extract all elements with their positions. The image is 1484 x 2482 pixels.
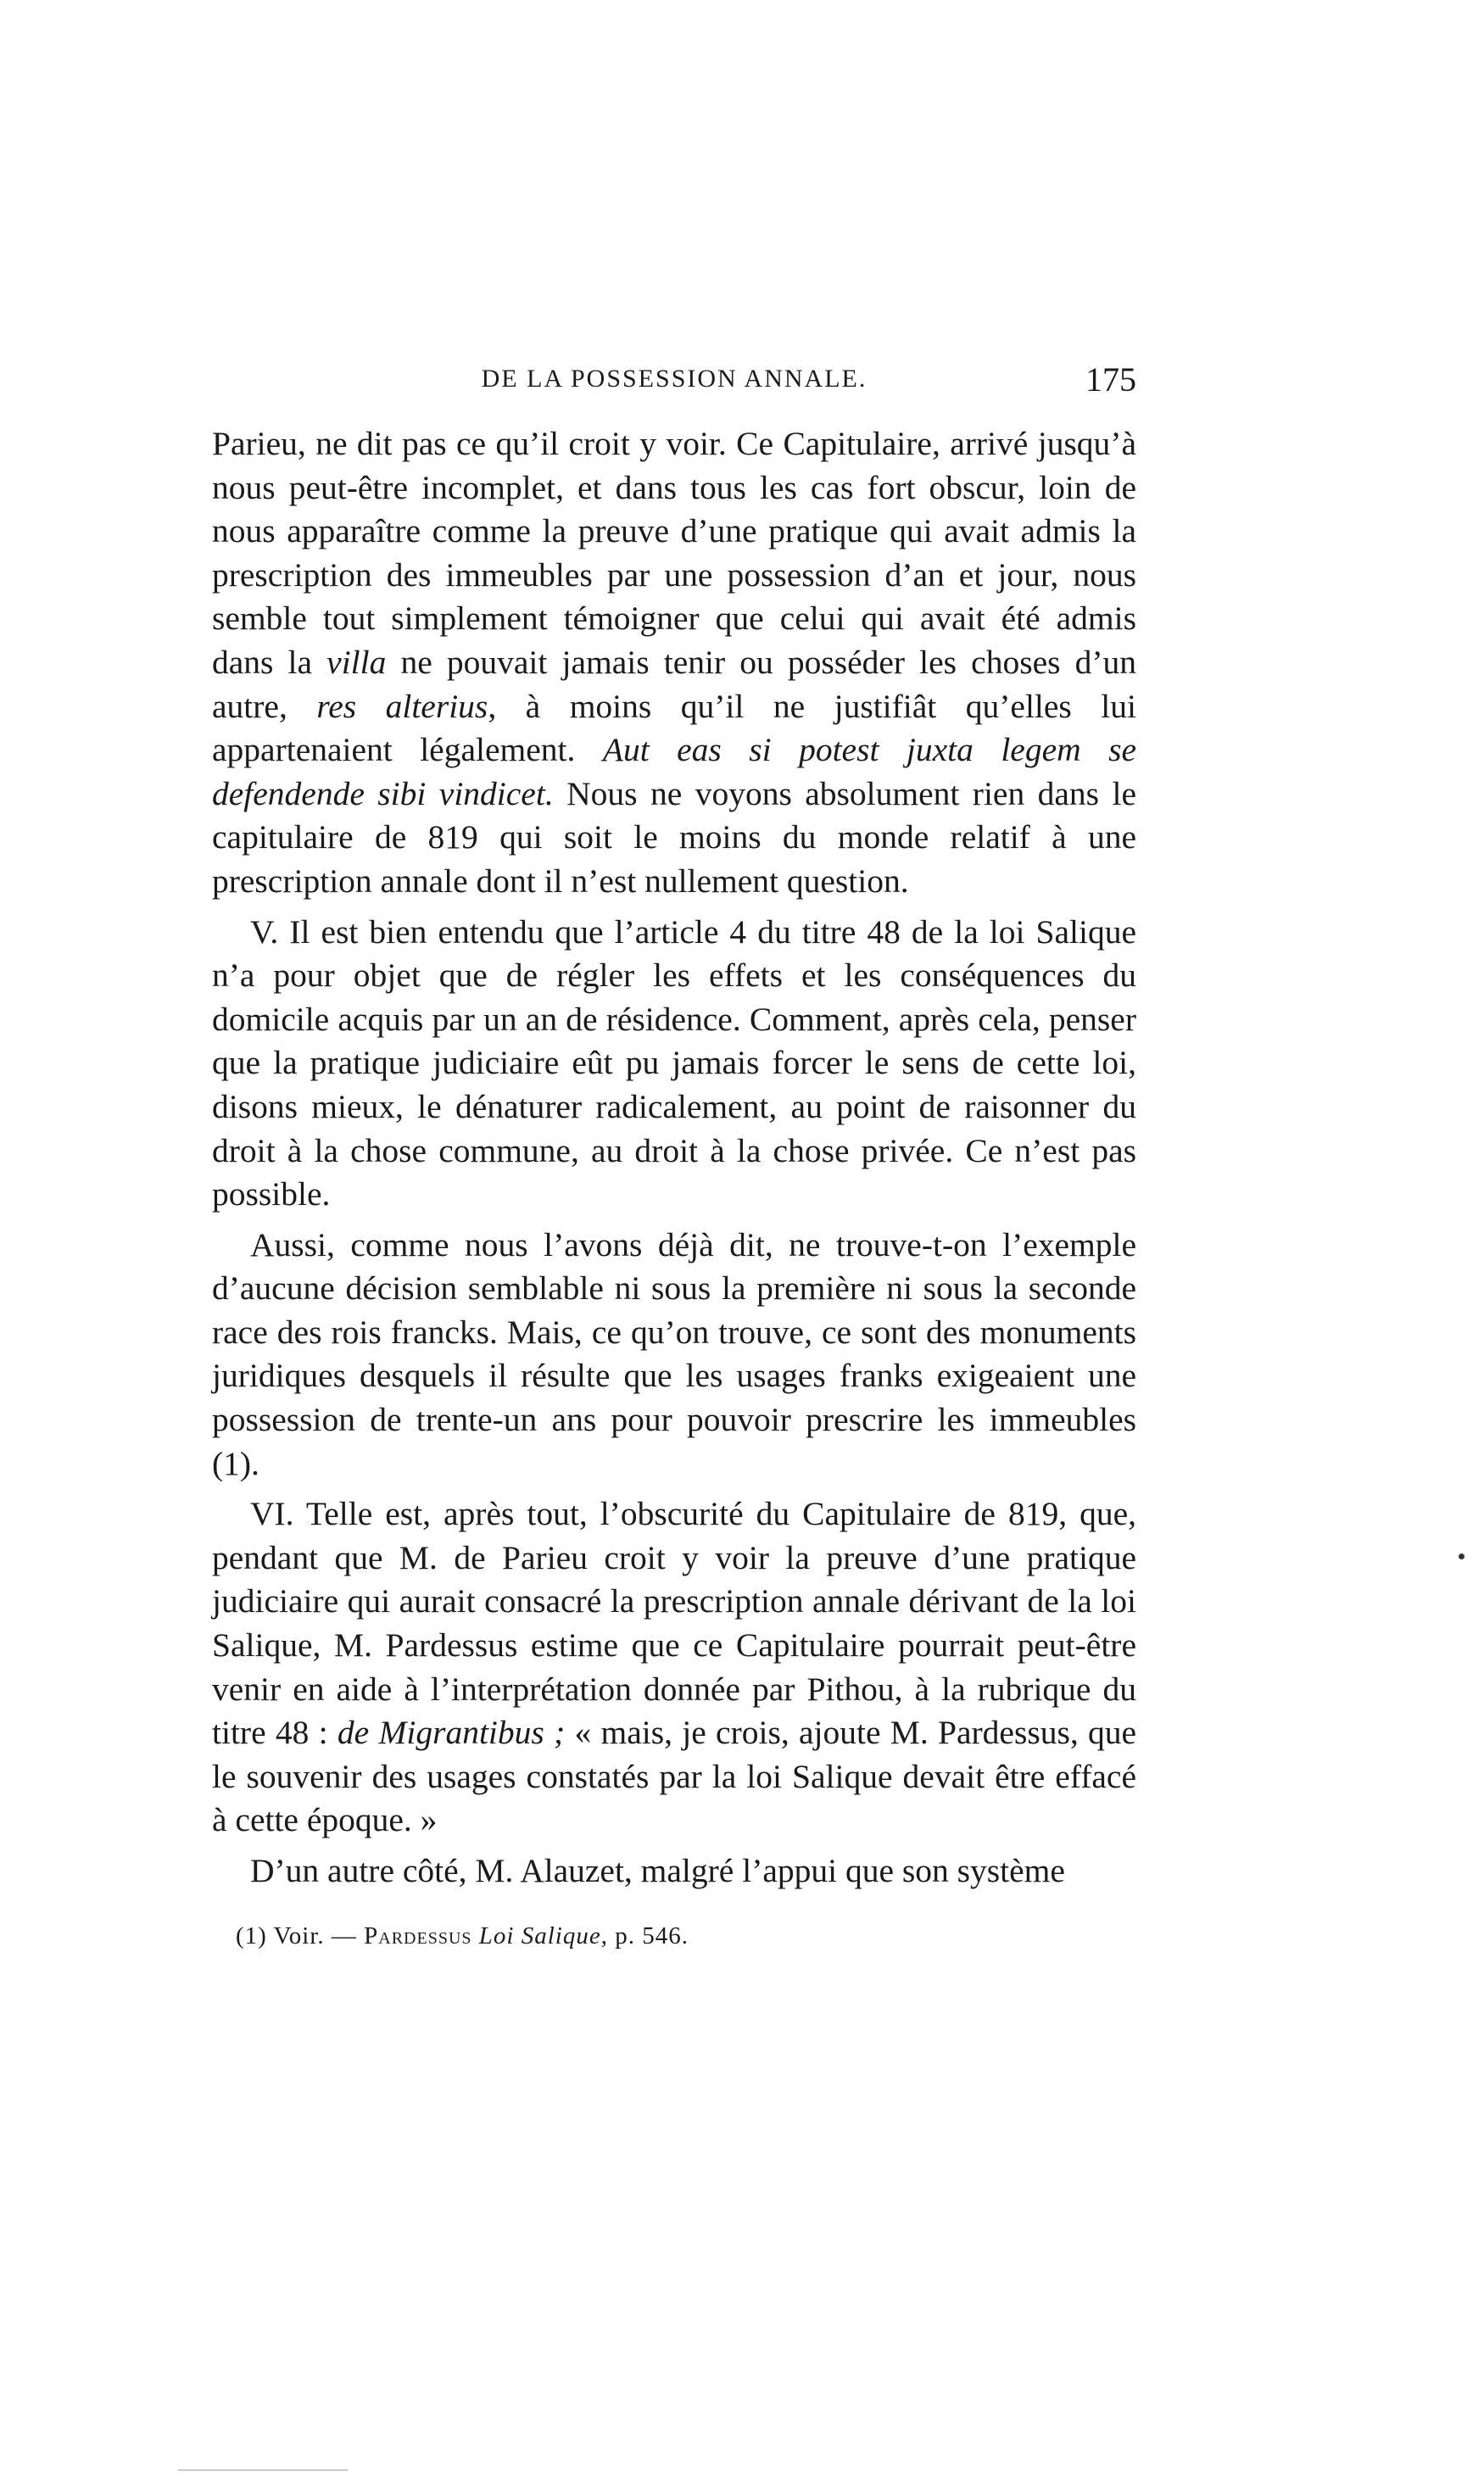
italic-phrase: Aut eas si potest juxta legem se defendende sibi vindicet. (212, 731, 1137, 812)
paragraph-3 (212, 1224, 1136, 1486)
running-head (212, 360, 1136, 416)
paragraph-2 (212, 911, 1136, 1217)
text-run: ne pouvait jamais tenir ou posséder les choses d’un autre, (212, 643, 1136, 725)
paragraph-1 (212, 422, 1136, 904)
text-run: « mais, je crois, ajoute M. Pardessus, que le souvenir des usages constatés par la loi Salique devait être effacé à cette époque. » (212, 1714, 1137, 1839)
scan-edge-rule (178, 2469, 348, 2471)
footnote-lead: Voir. — (273, 1921, 357, 1949)
book-page (212, 360, 1137, 1950)
footnote-ref: , p. 546. (600, 1921, 689, 1949)
footnote (212, 1922, 1136, 1950)
footnote-author: Pardessus (364, 1921, 472, 1949)
text-run: D’un autre côté, M. Alauzet, malgré l’appui que son système (250, 1852, 1065, 1889)
italic-phrase: res alterius (316, 687, 488, 725)
page-number: 175 (1085, 360, 1136, 399)
paragraph-4 (212, 1492, 1136, 1843)
text-run: , à moins qu’il ne justifiât qu’elles lui appartenaient légalement. (212, 687, 1136, 769)
italic-phrase: de Migrantibus ; (337, 1714, 566, 1752)
text-run: V. Il est bien entendu que l’article 4 du titre 48 de la loi Salique n’a pour objet que de régler les effets et les conséquences du domicile acquis par un an de résidence. Comment, après cela, penser que la pratique judiciaire eût pu jamais forcer le sens de cette loi, disons mieux, le dénaturer radicalement, au point de raisonner du droit à la chose commune, au droit à la chose privée. Ce n’est pas possible. (212, 912, 1136, 1213)
text-run: Aussi, comme nous l’avons déjà dit, ne trouve-t-on l’exemple d’aucune décision semblable ni sous la première ni sous la seconde race des rois francks. Mais, ce qu’on trouve, ce sont des monuments juridiques desquels il résulte que les usages franks exigeaient une possession de trente-un ans pour pouvoir prescrire les immeubles (1). (212, 1225, 1136, 1482)
paragraph-5 (212, 1849, 1136, 1894)
running-title: DE LA POSSESSION ANNALE. (481, 365, 868, 393)
margin-ink-dot (1459, 1553, 1464, 1559)
footnote-work: Loi Salique (478, 1921, 601, 1949)
italic-phrase: villa (326, 643, 387, 681)
text-run: Parieu, ne dit pas ce qu’il croit y voir. Ce Capitulaire, arrivé jusqu’à nous peut-être incomplet, et dans tous les cas fort obscur, loin de nous apparaître comme la preuve d’une pratique qui avait admis la prescription des immeubles par une possession d’an et jour, nous semble tout simplement témoigner que celui qui avait été admis dans la (212, 425, 1136, 681)
text-run: VI. Telle est, après tout, l’obscurité du Capitulaire de 819, que, pendant que M. de Parieu croit y voir la preuve d’une pratique judiciaire qui aurait consacré la prescription annale dérivant de la loi Salique, M. Pardessus estime que ce Capitulaire pourrait peut-être venir en aide à l’interprétation donnée par Pithou, à la rubrique du titre 48 : (212, 1495, 1136, 1752)
footnote-mark: (1) (236, 1921, 267, 1949)
text-run: Nous ne voyons absolument rien dans le capitulaire de 819 qui soit le moins du monde relatif à une prescription annale dont il n’est nullement question. (212, 774, 1136, 900)
body-text (212, 422, 1136, 1894)
